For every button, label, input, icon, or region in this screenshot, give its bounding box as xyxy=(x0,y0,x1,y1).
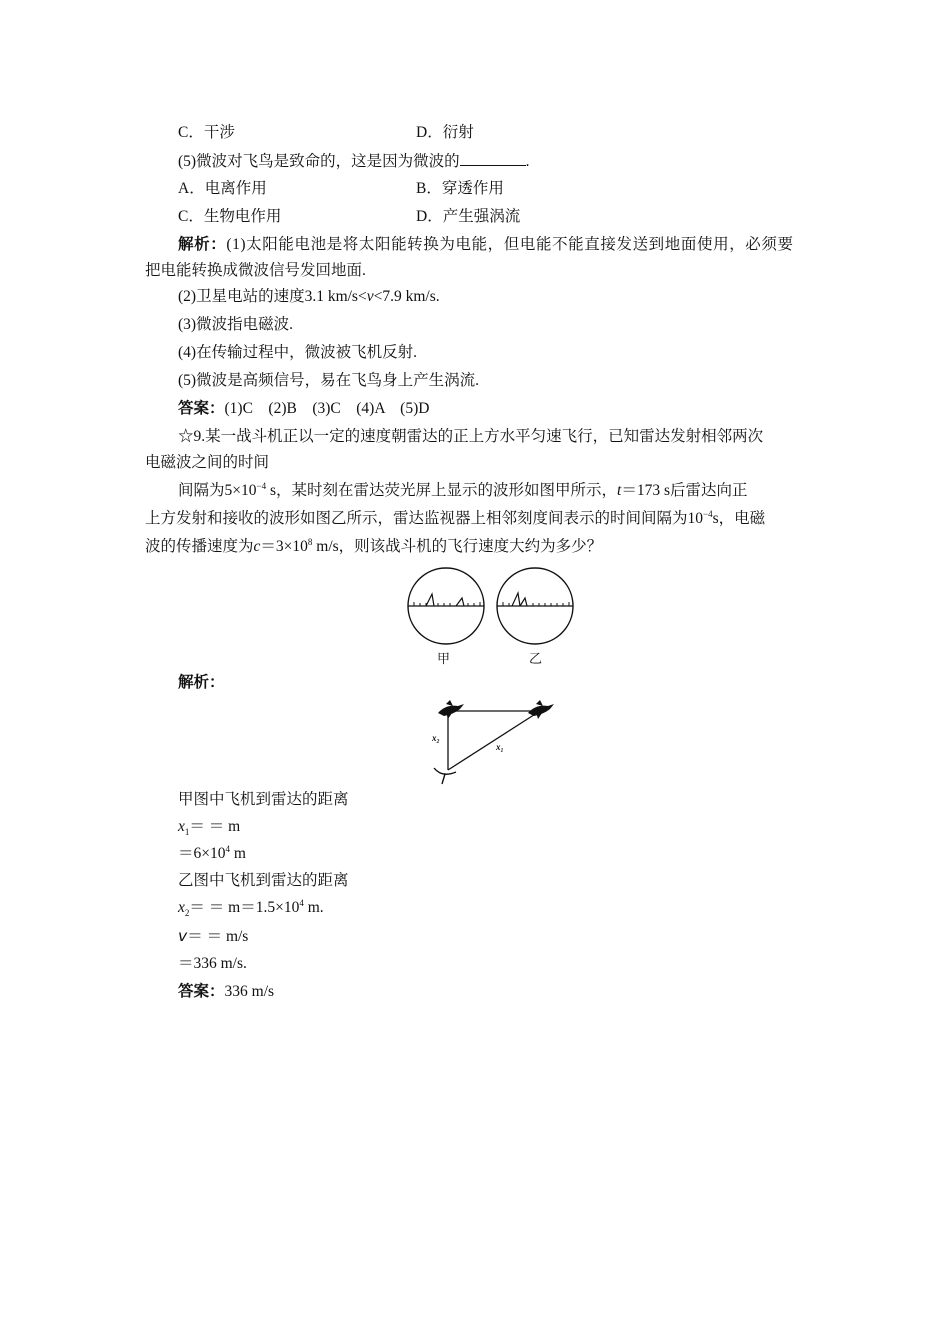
analysis-2-line-2 xyxy=(178,817,240,837)
analysis-1-point-3: (3)微波指电磁波. xyxy=(178,316,293,333)
option-c-interference: C．干涉 xyxy=(178,124,235,141)
velocity-symbol: v xyxy=(178,927,188,945)
radar-screen-right xyxy=(497,568,573,644)
q9-text: 上方发射和接收的波形如图乙所示，雷达监视器上相邻刻度间表示的时间间隔为10 xyxy=(145,510,704,527)
question-5-stem-end: . xyxy=(525,153,530,170)
plane-radar-geometry-figure xyxy=(428,698,560,788)
exponent: 4 xyxy=(225,843,230,854)
point-2-text-end: <7.9 km/s. xyxy=(373,288,440,305)
exponent: 4 xyxy=(299,897,304,908)
analysis-1-line-2: 把电能转换成微波信号发回地面. xyxy=(145,262,366,279)
analysis-2-line-5 xyxy=(178,898,324,918)
formula-text: m xyxy=(230,845,246,862)
q5-option-c: C．生物电作用 xyxy=(178,208,282,225)
reflected-pulse xyxy=(520,598,527,606)
analysis-1-text-1: (1)太阳能电池是将太阳能转换为电能，但电能不能直接发送到地面使用，必须要 xyxy=(226,236,794,253)
emitted-pulse xyxy=(426,594,434,606)
q9-exponent: 8 xyxy=(307,536,313,547)
figure-label-jia: 甲 xyxy=(437,652,451,667)
formula-text: ＝ ＝ m xyxy=(189,818,241,835)
answer-1-text: (1)C (2)B (3)C (4)A (5)D xyxy=(224,400,430,417)
question-9-line-4 xyxy=(145,509,765,529)
distance-symbol: x xyxy=(178,818,185,835)
analysis-1-point-4: (4)在传输过程中，微波被飞机反射. xyxy=(178,344,417,361)
analysis-2-line-4: 乙图中飞机到雷达的距离 xyxy=(178,872,349,889)
velocity-symbol: v xyxy=(366,288,374,305)
subscript: 2 xyxy=(184,908,190,919)
q9-exponent: −4 xyxy=(703,508,713,519)
formula-text: ＝ ＝ m/s xyxy=(187,928,249,945)
q9-exponent: −4 xyxy=(256,480,267,491)
q9-text: m/s，则该战斗机的飞行速度大约为多少？ xyxy=(312,538,603,555)
analysis-2-label: 解析： xyxy=(178,674,225,691)
formula-text: m. xyxy=(303,899,324,916)
answer-1 xyxy=(178,399,429,419)
q9-text: s，某时刻在雷达荧光屏上显示的波形如图甲所示， xyxy=(266,482,617,499)
question-9-line-3 xyxy=(178,481,747,501)
question-5-stem-text: (5)微波对飞鸟是致命的，这是因为微波的 xyxy=(178,153,460,170)
q5-option-d: D．产生强涡流 xyxy=(416,208,521,225)
analysis-1-line-1 xyxy=(178,235,794,255)
q9-text: ＝173 s后雷达向正 xyxy=(621,482,748,499)
radar-screen-left xyxy=(408,568,484,644)
answer-label: 答案： xyxy=(178,983,225,1000)
analysis-1-point-5: (5)微波是高频信号，易在飞鸟身上产生涡流. xyxy=(178,372,479,389)
point-2-text: (2)卫星电站的速度3.1 km/s< xyxy=(178,288,367,305)
plane-icon xyxy=(438,700,464,719)
q9-text: 间隔为5×10 xyxy=(178,482,257,499)
time-symbol: t xyxy=(617,482,622,499)
speed-of-light-symbol: c xyxy=(253,538,261,555)
question-5-stem xyxy=(178,151,529,172)
formula-text: ＝6×10 xyxy=(178,845,226,862)
answer-blank xyxy=(460,151,526,166)
analysis-1-point-2 xyxy=(178,287,440,307)
analysis-2-line-1: 甲图中飞机到雷达的距离 xyxy=(178,791,349,808)
answer-2 xyxy=(178,982,274,1002)
subscript: 1 xyxy=(184,827,190,838)
radar-dish-icon xyxy=(434,768,456,784)
question-9-line-2: 电磁波之间的时间 xyxy=(145,454,270,471)
figure-label-yi: 乙 xyxy=(529,652,543,667)
answer-label: 答案： xyxy=(178,400,225,417)
analysis-2-line-7: ＝336 m/s. xyxy=(178,955,247,972)
radar-screens-figure xyxy=(404,564,582,646)
analysis-label: 解析： xyxy=(178,236,227,253)
analysis-2-line-3 xyxy=(178,844,246,864)
q9-text: s，电磁 xyxy=(712,510,766,527)
formula-text: ＝ ＝ m＝1.5×10 xyxy=(189,899,300,916)
q9-text: ＝3×10 xyxy=(260,538,308,555)
q5-option-a: A．电离作用 xyxy=(178,180,267,197)
answer-2-text: 336 m/s xyxy=(224,983,275,1000)
question-9-line-1: ☆9.某一战斗机正以一定的速度朝雷达的正上方水平匀速飞行，已知雷达发射相邻两次 xyxy=(178,428,764,445)
distance-symbol: x xyxy=(178,899,185,916)
question-9-line-5 xyxy=(145,537,602,557)
label-x2: x₂ xyxy=(432,733,440,743)
emitted-pulse xyxy=(512,593,520,606)
q5-option-b: B．穿透作用 xyxy=(416,180,504,197)
reflected-pulse xyxy=(456,598,464,606)
analysis-2-line-6 xyxy=(178,926,248,947)
label-x1: x₁ xyxy=(496,742,504,752)
option-d-diffraction: D．衍射 xyxy=(416,124,474,141)
q9-text: 波的传播速度为 xyxy=(145,538,254,555)
